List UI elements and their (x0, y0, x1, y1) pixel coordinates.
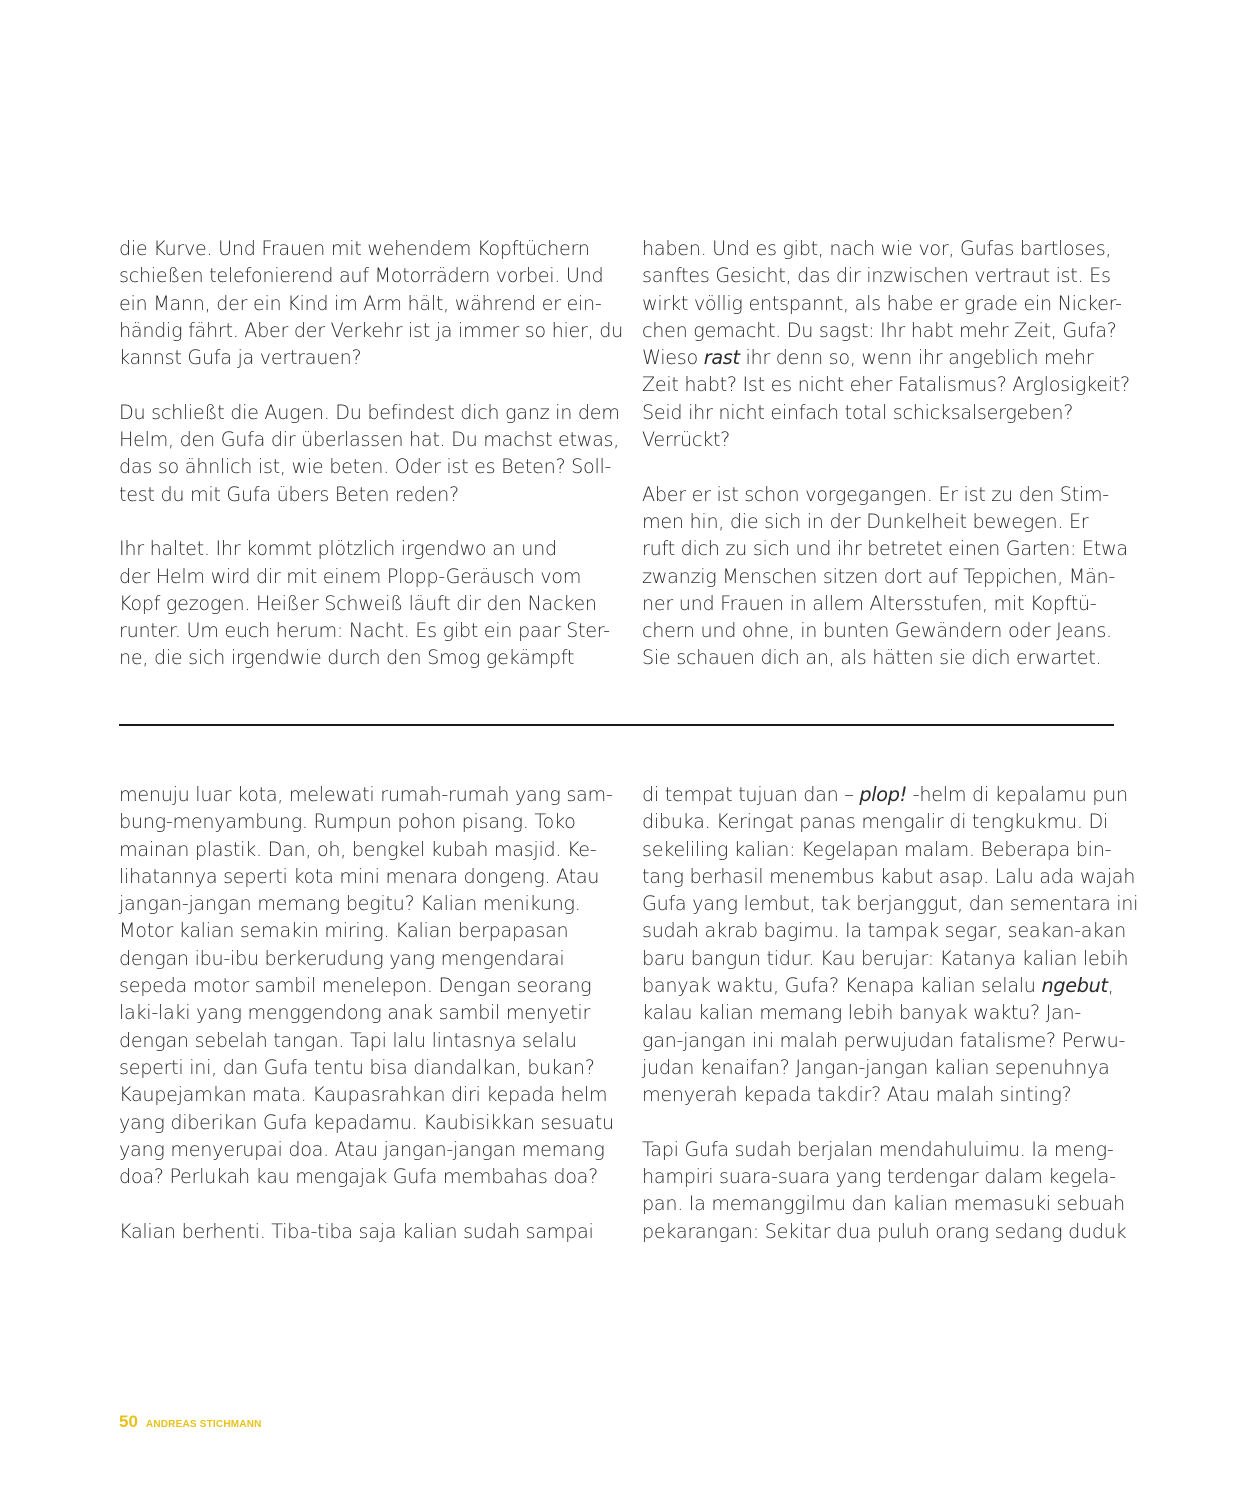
paragraph (642, 781, 1139, 1109)
page-number: 50 (119, 1412, 138, 1431)
text-line: wirkt völlig entspannt, als habe er grade ein Nicker- (642, 291, 1122, 315)
text-line: doa? Perlukah kau mengajak Gufa membahas doa? (119, 1165, 598, 1189)
text-line: jangan-jangan memang begitu? Kalian menikung. (119, 892, 581, 916)
text-line: ein Mann, der ein Kind im Arm hält, während er ein- (119, 291, 602, 315)
text-line: seperti ini, dan Gufa tentu bisa diandalkan, bukan? (119, 1055, 595, 1079)
paragraph (642, 235, 1130, 453)
text-line: tang berhasil menembus kabut asap. Lalu ada wajah (642, 864, 1136, 888)
text-line: hampiri suara-suara yang terdengar dalam kegela- (642, 1165, 1116, 1189)
text-line: dengan sebelah tangan. Tapi lalu lintasnya selalu (119, 1028, 577, 1052)
text-line: ne, die sich irgendwie durch den Smog gekämpft (119, 646, 575, 670)
paragraph (119, 781, 614, 1190)
author-name: ANDREAS STICHMANN (145, 1419, 262, 1430)
paragraph (119, 535, 610, 671)
text-line: kannst Gufa ja vertrauen? (119, 346, 362, 370)
text-line: Zeit habt? Ist es nicht eher Fatalismus? Arglosigkeit? (642, 373, 1130, 397)
text-line: Motor kalian semakin miring. Kalian berpapasan (119, 919, 569, 943)
german-right-column (642, 235, 1130, 672)
text-line: baru bangun tidur. Kau berujar: Katanya kalian lebih (642, 946, 1129, 970)
text-line: bung-menyambung. Rumpun pohon pisang. Toko (119, 810, 576, 834)
text-line: schießen telefonierend auf Motorrädern vorbei. Und (119, 264, 604, 288)
paragraph (119, 399, 620, 508)
text-line: gan-jangan ini malah perwujudan fatalisme? Perwu- (642, 1028, 1126, 1052)
paragraph (119, 235, 623, 371)
text-line: ruft dich zu sich und ihr betretet einen Garten: Etwa (642, 537, 1128, 561)
german-left-column (119, 235, 623, 672)
text-line: banyak waktu, Gufa? Kenapa kalian selalu ngebut, (642, 974, 1114, 998)
text-line: Verrückt? (642, 428, 731, 452)
text-line: Kopf gezogen. Heißer Schweiß läuft dir den Nacken (119, 591, 597, 615)
text-line: händig fährt. Aber der Verkehr ist ja immer so hier, du (119, 318, 623, 342)
text-line: sepeda motor sambil menelepon. Dengan seorang (119, 974, 592, 998)
emphasis: plop! (859, 783, 907, 806)
text-line: der Helm wird dir mit einem Plopp-Geräusch vom (119, 564, 582, 588)
text-line: chern und ohne, in bunten Gewändern oder Jeans. (642, 619, 1112, 643)
page-footer (119, 1412, 262, 1432)
text-line: zwanzig Menschen sitzen dort auf Teppichen, Män- (642, 564, 1116, 588)
paragraph (119, 1218, 597, 1245)
text-line: dibuka. Keringat panas mengalir di tengkukmu. Di (642, 810, 1108, 834)
text-line: pekarangan: Sekitar dua puluh orang sedang duduk (642, 1219, 1127, 1243)
paragraph (642, 481, 1128, 672)
indonesian-right-column (642, 781, 1139, 1245)
text-line: laki-laki yang menggendong anak sambil menyetir (119, 1001, 591, 1025)
text-line: judan kenaifan? Jangan-jangan kalian sepenuhnya (642, 1055, 1110, 1079)
paragraph (642, 1136, 1127, 1245)
text-line: die Kurve. Und Frauen mit wehendem Kopftüchern (119, 237, 590, 260)
text-line: Sie schauen dich an, als hätten sie dich erwartet. (642, 646, 1102, 670)
text-line: chen gemacht. Du sagst: Ihr habt mehr Zeit, Gufa? (642, 318, 1117, 342)
text-line: sanftes Gesicht, das dir inzwischen vertraut ist. Es (642, 264, 1111, 288)
text-line: sudah akrab bagimu. Ia tampak segar, seakan-akan (642, 919, 1127, 943)
text-line: Aber er ist schon vorgegangen. Er ist zu den Stim- (642, 482, 1109, 506)
text-line: pan. Ia memanggilmu dan kalian memasuki sebuah (642, 1192, 1125, 1216)
text-line: yang menyerupai doa. Atau jangan-jangan memang (119, 1137, 605, 1161)
text-line: menuju luar kota, melewati rumah-rumah yang sam- (119, 783, 613, 806)
text-line: test du mit Gufa übers Beten reden? (119, 482, 459, 506)
text-line: haben. Und es gibt, nach wie vor, Gufas bartloses, (642, 237, 1112, 260)
text-line: sekeliling kalian: Kegelapan malam. Beberapa bin- (642, 837, 1112, 861)
text-line: men hin, die sich in der Dunkelheit bewegen. Er (642, 509, 1089, 533)
text-line: di tempat tujuan dan – plop! -helm di kepalamu pun (642, 783, 1128, 806)
text-line: Kalian berhenti. Tiba-tiba saja kalian sudah sampai (119, 1219, 594, 1243)
indonesian-left-column (119, 781, 614, 1245)
text-line: Wieso rast ihr denn so, wenn ihr angeblich mehr (642, 346, 1094, 370)
text-line: menyerah kepada takdir? Atau malah sinting? (642, 1083, 1072, 1107)
text-line: Ihr haltet. Ihr kommt plötzlich irgendwo an und (119, 537, 557, 561)
text-line: Seid ihr nicht einfach total schicksalsergeben? (642, 400, 1074, 424)
text-line: runter. Um euch herum: Nacht. Es gibt ein paar Ster- (119, 619, 610, 643)
text-line: yang diberikan Gufa kepadamu. Kaubisikkan sesuatu (119, 1110, 614, 1134)
text-line: dengan ibu-ibu berkerudung yang mengendarai (119, 946, 565, 970)
emphasis: ngebut (1041, 974, 1108, 998)
text-line: Gufa yang lembut, tak berjanggut, dan sementara ini (642, 892, 1139, 916)
text-line: Du schließt die Augen. Du befindest dich ganz in dem (119, 400, 620, 424)
text-line: Helm, den Gufa dir überlassen hat. Du machst etwas, (119, 428, 620, 452)
text-line: Tapi Gufa sudah berjalan mendahuluimu. Ia meng- (642, 1137, 1114, 1161)
text-line: Kaupejamkan mata. Kaupasrahkan diri kepada helm (119, 1083, 608, 1107)
text-line: das so ähnlich ist, wie beten. Oder ist es Beten? Soll- (119, 455, 612, 479)
text-line: lihatannya seperti kota mini menara dongeng. Atau (119, 864, 600, 888)
text-line: kalau kalian memang lebih banyak waktu? Jan- (642, 1001, 1081, 1025)
text-line: ner und Frauen in allem Altersstufen, mit Kopftü- (642, 591, 1097, 615)
section-divider (119, 724, 1114, 726)
text-line: mainan plastik. Dan, oh, bengkel kubah masjid. Ke- (119, 837, 597, 861)
emphasis: rast (703, 346, 740, 370)
